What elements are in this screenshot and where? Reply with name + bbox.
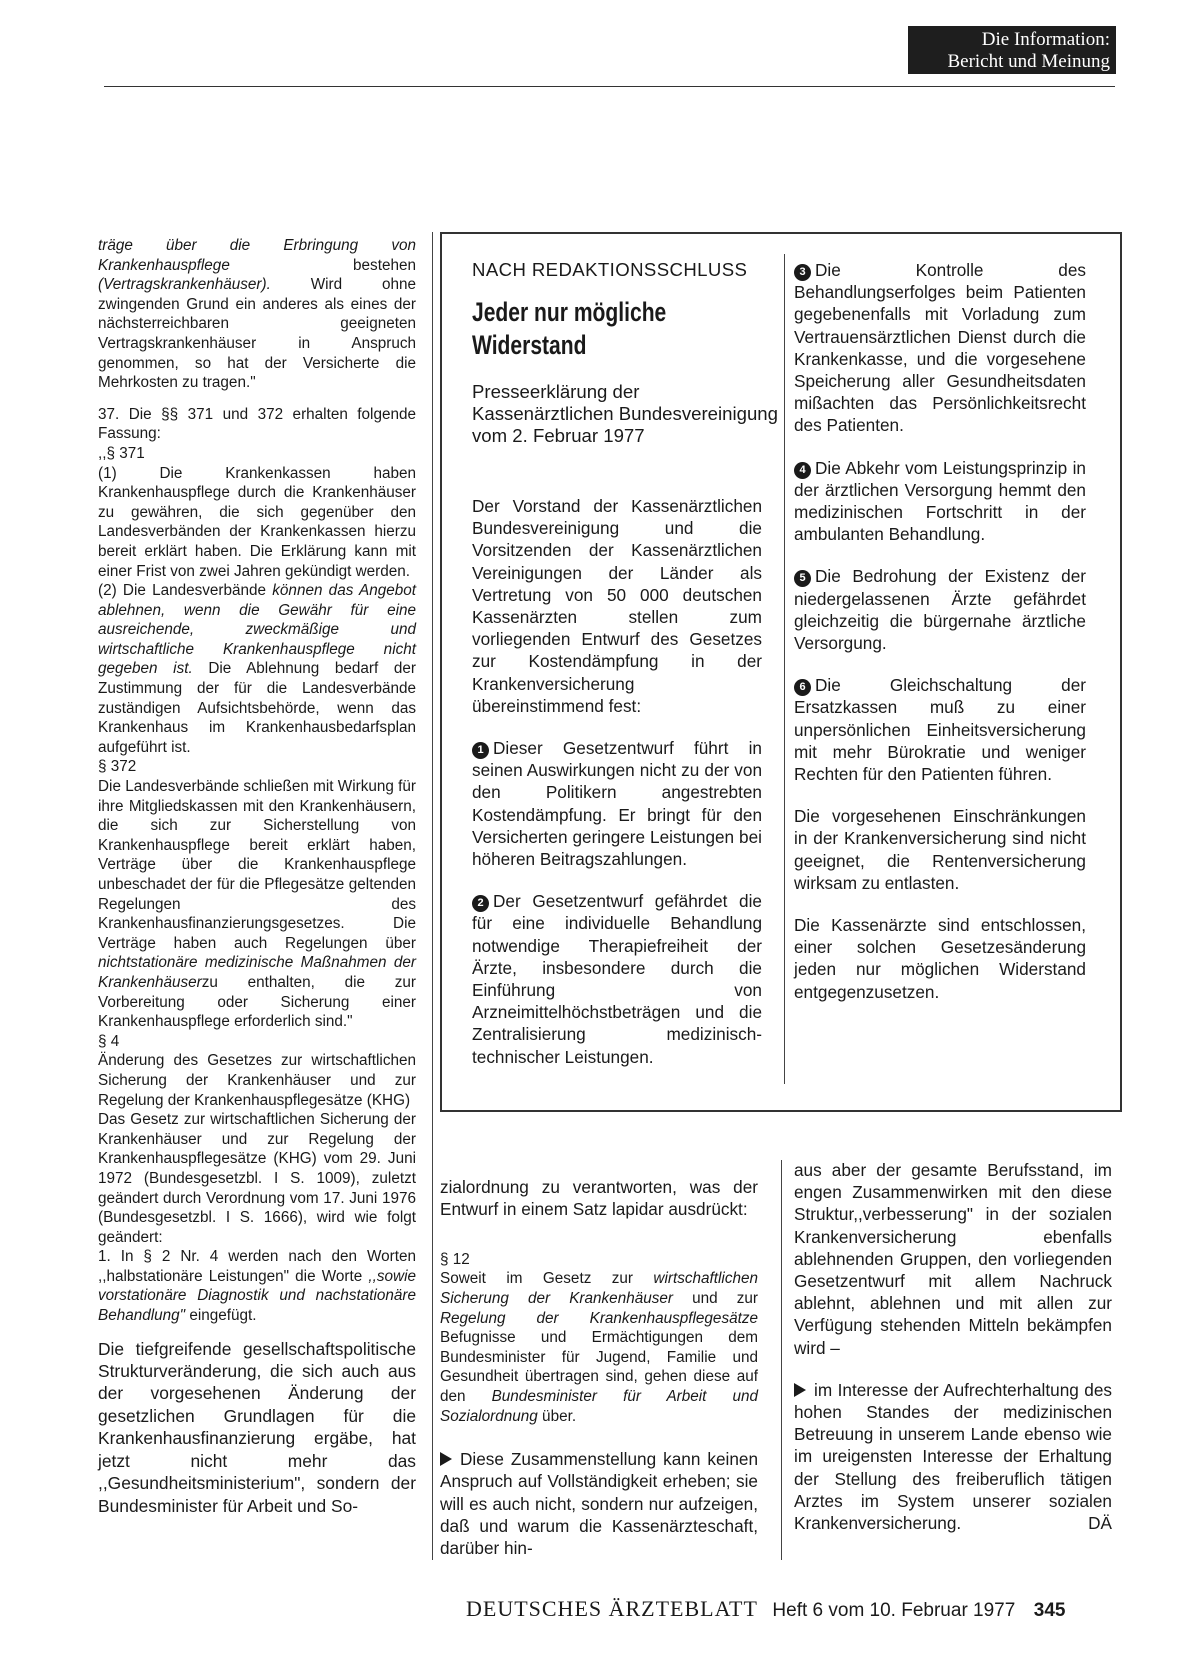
box-point-2	[472, 890, 762, 1068]
text-span: Diese Zusammenstellung kann keinen Anspruch auf Vollständigkeit erheben; sie will es auch nicht, sondern nur aufzeigen, daß und warum die Kassenärzteschaft, darüber hin-	[440, 1449, 758, 1558]
text-span: (2) Die Landesverbände	[98, 582, 273, 600]
footer-issue: Heft 6 vom 10. Februar 1977	[772, 1600, 1016, 1621]
footer-page-number: 345	[1033, 1600, 1066, 1621]
footer-magazine-name: DEUTSCHES ÄRZTEBLATT	[466, 1596, 758, 1621]
number-4-icon: 4	[794, 462, 811, 479]
point-text: Die Bedrohung der Existenz der niedergelassenen Ärzte gefährdet gleichzeitig die bürgernahe ärztliche Versorgung.	[794, 566, 1086, 654]
left-paragraph-4: (1) Die Krankenkassen haben Krankenhauspflege durch die Krankenhäuser zu gewähren, die sich gegenüber den Landesverbänden der Krankenkassen hierzu bereit erklärt haben. Die Erklärung kann mit einer Frist von zwei Jahren gekündigt werden.	[98, 464, 416, 580]
arrow-right-icon	[794, 1383, 806, 1397]
right-paragraph-2	[794, 1379, 1112, 1534]
box-point-1	[472, 737, 762, 870]
left-paragraph-10: Das Gesetz zur wirtschaftlichen Sicherung der Krankenhäuser und zur Regelung der Krankenhauspflegesätze (KHG) vom 29. Juni 1972 (Bundesgesetzbl. I S. 1009), zuletzt geändert durch Verordnung vom 17. Juni 1976 (Bundesgesetzbl. I S. 1666), wird wie folgt geändert:	[98, 1111, 416, 1246]
text-span: bestehen	[229, 256, 416, 274]
section-badge	[908, 26, 1116, 74]
box-paragraph-a: Die vorgesehenen Einschränkungen in der Krankenversicherung sind nicht geeignet, die Rentenversicherung wirksam zu entlasten.	[794, 806, 1086, 893]
number-6-icon: 6	[794, 679, 811, 696]
box-subhead: Presseerklärung der Kassenärztlichen Bundesvereinigung vom 2. Februar 1977	[472, 381, 778, 446]
right-column	[794, 1159, 1112, 1534]
text-span: Die Landesverbände schließen mit Wirkung für ihre Mitgliedskassen mit den Krankenhäusern, die sich zur Sicherstellung von Krankenhauspflege bereit erklärt haben, Verträge über die Krankenhauspflege unbeschadet der für die Pflegesätze geltenden Regelungen des Krankenhausfinanzierungsgesetzes. Die Verträge haben auch Regelungen über	[98, 778, 416, 952]
point-text: Der Gesetzentwurf gefährdet die für eine individuelle Behandlung notwendige Therapiefreiheit der Ärzte, insbesondere durch die Einführung von Arzneimittelhöchstbeträgen und die Zentralisierung medizinisch-technischer Leistungen.	[472, 891, 762, 1067]
left-paragraph-6: § 372	[98, 758, 137, 776]
middle-paragraph-1: zialordnung zu verantworten, was der Entwurf in einem Satz lapidar ausdrückt:	[440, 1177, 758, 1220]
italic-text: wirtschaftlichen Sicherung der Krankenhäuser	[440, 1270, 758, 1307]
box-right-column	[794, 259, 1086, 1003]
column-rule-right	[781, 1160, 782, 1560]
middle-column	[440, 1159, 758, 1559]
box-point-3	[794, 259, 1086, 437]
left-paragraph-8: § 4	[98, 1032, 120, 1050]
italic-text: (Vertragskrankenhäuser).	[98, 276, 271, 294]
left-paragraph-2: 37. Die §§ 371 und 372 erhalten folgende Fassung:	[98, 405, 416, 443]
italic-text: ,,sowie vorstationäre Diagnostik und nachstationäre Behandlung"	[98, 1267, 416, 1325]
box-left-column	[472, 495, 762, 1068]
left-paragraph-5	[98, 581, 416, 757]
left-column	[98, 236, 416, 1534]
number-2-icon: 2	[472, 895, 489, 912]
section-badge-line-2: Bericht und Meinung	[947, 51, 1110, 72]
author-signature: DÄ	[1088, 1513, 1112, 1534]
italic-text: Bundesminister für Arbeit und Sozialordnung	[440, 1387, 758, 1425]
text-span: Die Ablehnung bedarf der Zustimmung der für die Landesverbände zuständigen Aufsichtsbehörde, wenn das Krankenhaus im Krankenhausbedarfsplan aufgeführt ist.	[98, 660, 416, 756]
italic-text: Regelung der Krankenhauspflegesätze	[440, 1309, 758, 1327]
point-text: Die Abkehr vom Leistungsprinzip in der ärztlichen Versorgung hemmt den medizinischen Fortschritt in der ambulanten Behandlung.	[794, 457, 1086, 545]
text-span: Wird ohne zwingenden Grund ein anderes als eines der nächsterreichbaren geeigneten Vertragskrankenhäuser in Anspruch genommen, so hat der Versicherte die Mehrkosten zu tragen."	[98, 276, 416, 392]
number-3-icon: 3	[794, 264, 811, 281]
number-5-icon: 5	[794, 570, 811, 587]
right-paragraph-1: aus aber der gesamte Berufsstand, im engen Zusammenwirken mit den diese Struktur,,verbesserung" in der sozialen Krankenversicherung ebenfalls ablehnenden Gruppen, den vorliegenden Gesetzentwurf mit allem Nachruck ablehnt, ablehnen und mit allen zur Verfügung stehenden Mitteln bekämpfen wird –	[794, 1160, 1112, 1358]
box-kicker: NACH REDAKTIONSSCHLUSS	[472, 259, 748, 280]
left-lead-paragraph: Die tiefgreifende gesellschaftspolitische Strukturveränderung, die sich auch aus der vorgesehenen Änderung der gesetzlichen Grundlagen für die Krankenhausfinanzierung ergäbe, hat jetzt nicht mehr das ,,Gesundheitsministerium", sondern der Bundesminister für Arbeit und So-	[98, 1338, 416, 1516]
section-badge-line-1: Die Information:	[981, 29, 1110, 50]
arrow-right-icon	[440, 1452, 452, 1466]
text-span: Befugnisse und Ermächtigungen dem Bundesminister für Jugend, Familie und Gesundheit übertragen sind, gehen diese auf den	[440, 1329, 758, 1405]
point-text: Dieser Gesetzentwurf führt in seinen Auswirkungen nicht zu der von den Politikern angestrebten Kostendämpfung. Er bringt für den Versicherten geringere Leistungen bei höheren Beitragszahlungen.	[472, 738, 762, 870]
box-intro: Der Vorstand der Kassenärztlichen Bundesvereinigung und die Vorsitzenden der Kassenärztlichen Vereinigungen der Länder als Vertretung von 50 000 deutschen Kassenärzten stellen zum vorliegenden Entwurf des Gesetzes zur Kostendämpfung in der Krankenversicherung übereinstimmend fest:	[472, 496, 762, 716]
text-span: eingefügt.	[185, 1307, 257, 1325]
middle-paragraph-4	[440, 1448, 758, 1559]
box-point-5	[794, 565, 1086, 654]
middle-paragraph-3	[440, 1269, 758, 1426]
italic-text: träge über die Erbringung von Krankenhauspflege	[98, 237, 416, 274]
text-span: im Interesse der Aufrechterhaltung des hohen Standes der medizinischen Betreuung in unserem Lande ebenso wie im ureigensten Interesse der Erhaltung der Stellung des freiberuflich tätigen Arztes im System unserer sozialen Krankenversicherung.	[794, 1379, 1112, 1534]
box-paragraph-b: Die Kassenärzte sind entschlossen, einer solchen Gesetzesänderung jeden nur möglichen Widerstand entgegenzusetzen.	[794, 915, 1086, 1002]
column-rule-left	[432, 232, 433, 1560]
point-text: Die Gleichschaltung der Ersatzkassen muß zu einer unpersönlichen Einheitsversicherung mit mehr Bürokratie und weniger Rechten für den Patienten führen.	[794, 675, 1086, 785]
middle-paragraph-2: § 12	[440, 1250, 470, 1268]
text-span: und zur	[672, 1289, 758, 1307]
left-paragraph-11	[98, 1247, 416, 1325]
text-span: zu enthalten, die zur Vorbereitung oder Sicherung einer Krankenhauspflege erforderlich sind."	[98, 973, 416, 1031]
left-paragraph-1	[98, 236, 416, 393]
italic-text: können das Angebot ablehnen, wenn die Gewähr für eine ausreichende, zweckmäßige und wirtschaftliche Krankenhauspflege nicht gegeben ist.	[98, 582, 416, 678]
number-1-icon: 1	[472, 742, 489, 759]
header-rule	[104, 86, 1115, 87]
text-span: über.	[537, 1407, 577, 1425]
left-paragraph-3: ,,§ 371	[98, 444, 145, 462]
italic-text: nichtstationäre medizinische Maßnahmen der Krankenhäuser	[98, 954, 416, 991]
box-point-4	[794, 457, 1086, 546]
left-paragraph-9: Änderung des Gesetzes zur wirtschaftlichen Sicherung der Krankenhäuser und zur Regelung der Krankenhauspflegesätze (KHG)	[98, 1052, 416, 1109]
page-footer	[466, 1596, 1114, 1622]
text-span: 1. In § 2 Nr. 4 werden nach den Worten ,,halbstationäre Leistungen" die Worte	[98, 1248, 416, 1285]
box-headline: Jeder nur mögliche Widerstand	[472, 297, 667, 360]
point-text: Die Kontrolle des Behandlungserfolges beim Patienten gegebenenfalls mit Vorladung zum Vertrauensärztlichen Dienst durch die Krankenkasse, und die vorgesehene Speicherung aller Gesundheitsdaten mißachten das Persönlichkeitsrecht des Patienten.	[794, 260, 1086, 436]
left-paragraph-7	[98, 777, 416, 1032]
text-span: Soweit im Gesetz zur	[440, 1270, 654, 1288]
box-point-6	[794, 674, 1086, 785]
box-column-divider	[784, 254, 785, 1084]
